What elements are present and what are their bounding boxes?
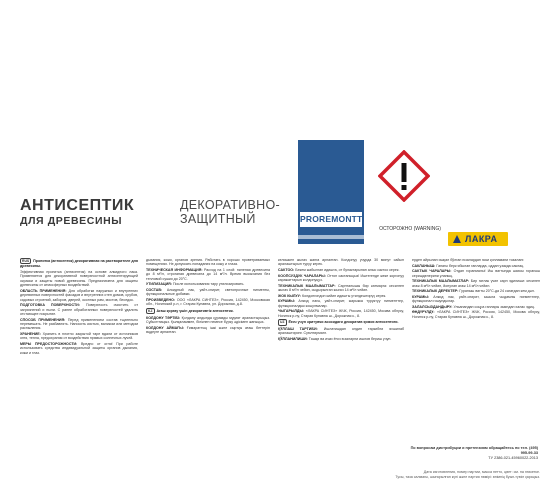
exclamation-mark-hazard-icon (378, 150, 430, 202)
paragraph: келишкен жыгач жанга арналған. Колдонуу учурда 30 минут сайын аралаштырып туруу керек. (278, 258, 404, 267)
paragraph: ХРАНЕНИЕ: Хранить в плотно закрытой таре вдали от источников огня, тепла, предохраняя от воздействия прямых солнечных лучей. (20, 332, 138, 341)
paragraph: UZ Ёғоч учун эритувчи асосидаги декоратив ҳимоя антисептиги. (280, 320, 399, 325)
product-title (20, 198, 180, 228)
subtitle-line-1: ДЕКОРАТИВНО- (180, 198, 280, 212)
paragraph: ПРОИЗВЕДЕНО: ООО «ЛАКРА СИНТЕЗ», Россия, 142450, Московская обл., Ногинский р-н, г. Старая Купавна, ул. Дорожная, д.8. (146, 298, 270, 307)
paragraph: КООПСУЗДУК ЧАРАЛАРЫ: Оттон сактаныңыз! Иштегенде жеке коргонуу каражаттарын колдонуңуз. (278, 273, 404, 282)
paragraph: ТЕХНИКАЛЫК ДЕРЕКТЕР: Гураныш вагты 20°С-да 24 сагатдан кем дәл. (412, 289, 535, 294)
text-column-tm (412, 258, 540, 442)
text-column-ru (20, 258, 138, 468)
paragraph: КУРАМЫ: Алкид лагы, уайт-спирит, жарыкка туруктуу пигменттер, функционалдык кошулмалар. (278, 299, 404, 308)
paragraph: ТЕХНИЧЕСКАЯ ИНФОРМАЦИЯ: Расход на 1 слой: пиленая древесина до 8 м²/л, строганая древесина до 14 м²/л. Время высыхания без тепловой сушки до 20°С. (146, 268, 270, 281)
brand-panel (298, 140, 364, 244)
brand-band (298, 235, 364, 239)
paragraph: ТЕХНИКАЛЫК МААЛЫМАТЛАР: Бир гатлак үчин сарп эдилиши: кесилен агаж 8 м²/л чейин, йонулан агаж 14 м²/л чейин. (412, 279, 540, 288)
paragraph: дыхания, кожи, органов зрения. Работать в хорошо проветриваемых помещениях. Не допускать попадания на кожу и глаза. (146, 258, 270, 267)
text-column-kg (278, 258, 404, 468)
paragraph: САКЛАНЫШ: Гапагы берк ябылан гапларда, оддан узакда саклаң. (412, 263, 525, 268)
paragraph: Эффективная пропитка (антисептик) на основе алкидного лака. Применяется для декоративной поверхностной антисептирующей окраски и защиты новой древесины. Предназначена для защиты древесины от атмосферных воздействий. (20, 270, 138, 288)
paragraph: ОБЛАСТЬ ПРИМЕНЕНИЯ: Для обработки наружных и внутренних деревянных поверхностей фасадов и внутренних стен домов, срубов, садовых строений, заборов, дверей, оконных рам, мостов, беседок. (20, 288, 138, 302)
paragraph: ЗАЛАЛСЫЗДАНДЫРУ: Ульанандан соңра гаплары зыяндан халас эдиң. (412, 304, 535, 309)
paragraph: СПОСОБ ПРИМЕНЕНИЯ: Перед применением состав тщательно перемешать. Не разбавлять. Наносить кистью, валиком или методом распыления. (20, 317, 138, 331)
brand-logo: PROREMONTT (300, 212, 362, 227)
paragraph: СОСТАВ: Алкидный лак, уайт-спирит, светопрочные пигменты, функциональные добавки. (146, 288, 270, 297)
title-line-2: ДЛЯ ДРЕВЕСИНЫ (20, 215, 123, 227)
contacts-block (408, 446, 538, 461)
maker-logo-text: ЛАКРА (465, 234, 498, 244)
paragraph: УТИЛИЗАЦИЯ: После использования тару утилизировать. (146, 282, 245, 287)
language-badge: UZ (280, 320, 285, 325)
paragraph: ерден айрылан ишқал бўлган юзалардан эски қопламани тозаланг. (412, 258, 525, 262)
paragraph: RUS Пропитка (антисептик) декоративная на растворителе для древесины. (20, 259, 138, 269)
subtitle-line-2: ЗАЩИТНЫЙ (180, 212, 256, 226)
paragraph: КУРАМЫ: Алкид лак, уайт-спирит, ышыга чыдамлы пигментлер, функционал гошундылар. (412, 294, 540, 304)
caution-label: ОСТОРОЖНО (WARNING) (379, 226, 441, 232)
language-badge: RUS (22, 259, 30, 263)
paragraph: САКТОО: Бекем жабылган идишта, от булактарынан алыс сактоо керек. (278, 268, 400, 272)
maker-mark-icon (453, 235, 461, 243)
maker-logo (448, 232, 508, 246)
footer-note (20, 470, 540, 479)
paragraph: ПОДГОТОВКА ПОВЕРХНОСТИ: Поверхность очистить от загрязнений и пыли. С ранее обработанных поверхностей удалить отстающее покрытие. (20, 303, 138, 317)
contacts-spec: ТУ 2386-021-45960022-2013 (488, 456, 538, 460)
contacts-phone: По вопросам дистрибуции и претензиям обращайтесь по тел. (495) 995-99-33 (410, 446, 538, 455)
footer-line-2: Тусы, таза салмагы, шығарылған күні және партия нөмірі: өнімнің буып-түюін қараңыз. (395, 474, 540, 479)
title-line-1: АНТИСЕПТИК (20, 197, 135, 214)
paragraph: КОЛДОНУ АЙМАҒЫ: Ғимараттың ішкі және сыртқы ағаш беттерін өңдеуге арналған. (146, 325, 270, 334)
paragraph: САКТЫК ЧАРАЛАРЫ: Отдан горанмалы! Иш вагтында шахсы горагыш серишделерини уланың. (412, 269, 540, 278)
paragraph: ЧЫГАРЫЛДЫ: «ЛАКРА СИНТЕЗ» ЖЧК, Россия, 142450, Москва облусу, Ногинск р-ну, Старая Купавна ш., Дорожная к., 8. (278, 309, 404, 318)
paragraph: ЖОК КЫЛУУ: Колдонгондон кийин идишты утилдештирүү керек. (278, 293, 387, 298)
product-subtitle (180, 198, 300, 226)
paragraph: МЕРЫ ПРЕДОСТОРОЖНОСТИ: Вредно от огня! При работе использовать средства индивидуальной защиты органов дыхания, кожи и глаз. (20, 342, 138, 355)
paragraph: ҚЎЛЛАШ ТАРТИБИ: Ишлатишдан олдин таркибни яхшилаб аралаштиринг. Суюлтирманг. (278, 326, 404, 336)
paragraph: ТЕХНИКАЛЫК МААЛЫМАТТАР: Сарпталышы бир катмарга: кесилген жыгач 8 м²/л чейин, сыдырылган жыгач 14 м²/л чейин. (278, 283, 404, 292)
footer-line-1: Дата изготовления, номер партии, масса нетто, цвет: см. на этикетке. (423, 470, 540, 474)
paragraph: ҚЎЛЛАНИЛИШИ: Ташқи ва ички ёғоч юзаларни ишлов бериш учун. (278, 336, 392, 341)
paragraph: ӨНДҮРҮЛДҮ: «ЛАКРА СИНТЕЗ» ЖЧК, Россия, 142450, Москва облусу, Ногинск р-ну, Старая Купавна ш., Дорожная к., 8. (412, 310, 540, 319)
paragraph: КОЛДОНУ ТӘРТІБІ: Қолдану алдында құрамды мұқият араластырыңыз. Сұйылтпаңыз. Қылқаламмен, білікпен немесе бүрку әдісімен жағыңыз. (146, 315, 270, 324)
language-badge: KZ (148, 309, 153, 313)
text-column-kz (146, 258, 270, 468)
paragraph: KZ Ағаш қорғау үшін декоративтік антисептик. (148, 309, 234, 313)
